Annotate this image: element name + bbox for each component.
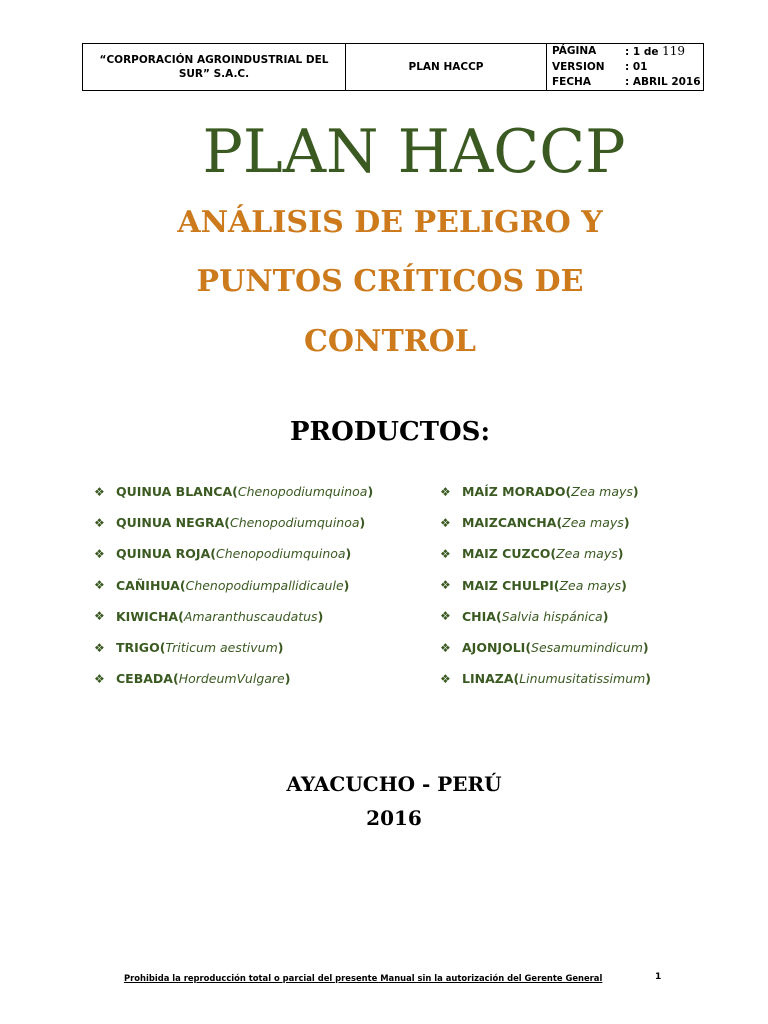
- diamond-bullet-icon: ❖: [440, 546, 451, 561]
- meta-value: : 01: [625, 61, 648, 73]
- product-item: [94, 538, 373, 569]
- meta-value: [625, 44, 685, 60]
- product-item: [440, 570, 651, 601]
- product-item: [94, 601, 373, 632]
- paren-open: (: [556, 515, 563, 531]
- product-name: CAÑIHUA: [116, 577, 180, 593]
- scientific-name: Zea mays: [571, 484, 633, 500]
- footer-page-number: 1: [655, 972, 662, 982]
- products-list-left: [94, 476, 373, 694]
- product-item: [94, 663, 373, 694]
- meta-row-date: [552, 75, 703, 90]
- paren-close: ): [617, 546, 624, 562]
- diamond-bullet-icon: ❖: [94, 671, 105, 686]
- product-item: [440, 632, 651, 663]
- paren-close: ): [645, 671, 652, 687]
- paren-open: (: [178, 608, 184, 624]
- place: AYACUCHO - PERÚ: [286, 772, 502, 796]
- paren-open: (: [159, 640, 166, 656]
- meta-row-page: [552, 44, 703, 60]
- product-name: MAÍZ MORADO: [462, 484, 566, 500]
- scientific-name: Chenopodiumquinoa: [215, 546, 346, 562]
- paren-close: ): [602, 608, 609, 624]
- scientific-name: Amaranthuscaudatus: [183, 608, 318, 624]
- product-item: [440, 476, 651, 507]
- paren-close: ): [632, 484, 639, 500]
- subtitle-line: CONTROL: [304, 324, 476, 359]
- product-name: AJONJOLI: [462, 640, 526, 656]
- product-name: MAIZ CUZCO: [462, 546, 551, 562]
- meta-label: VERSION: [552, 61, 605, 73]
- header-table: [82, 43, 704, 91]
- product-item: [94, 632, 373, 663]
- paren-close: ): [367, 484, 374, 500]
- paren-close: ): [345, 546, 352, 562]
- paren-close: ): [343, 577, 350, 593]
- meta-value: : ABRIL 2016: [625, 76, 701, 88]
- paren-open: (: [179, 577, 186, 593]
- product-name: MAIZCANCHA: [462, 515, 557, 531]
- paren-close: ): [277, 640, 284, 656]
- paren-close: ): [623, 515, 630, 531]
- company-name: “CORPORACIÓN AGROINDUSTRIAL DEL SUR” S.A.C.: [83, 44, 346, 90]
- paren-open: (: [553, 577, 560, 593]
- paren-close: ): [642, 640, 649, 656]
- diamond-bullet-icon: ❖: [94, 546, 105, 561]
- product-name: CEBADA: [116, 671, 173, 687]
- diamond-bullet-icon: ❖: [440, 640, 451, 655]
- product-name: CHIA: [462, 608, 496, 624]
- paren-open: (: [495, 608, 502, 624]
- paren-close: ): [359, 515, 366, 531]
- product-item: [94, 476, 373, 507]
- scientific-name: Triticum aestivum: [165, 640, 278, 656]
- meta-label: PÁGINA: [552, 45, 597, 57]
- diamond-bullet-icon: ❖: [440, 578, 451, 593]
- product-item: [440, 538, 651, 569]
- paren-close: ): [317, 608, 324, 624]
- paren-close: ): [284, 671, 291, 687]
- year: 2016: [366, 806, 422, 830]
- meta-row-version: [552, 60, 703, 75]
- paren-open: (: [525, 640, 532, 656]
- product-item: [440, 663, 651, 694]
- product-name: KIWICHA: [116, 608, 179, 624]
- paren-open: (: [224, 515, 230, 531]
- paren-close: ): [621, 577, 627, 593]
- diamond-bullet-icon: ❖: [440, 515, 451, 530]
- scientific-name: Linumusitatissimum: [519, 671, 646, 687]
- page-total: 119: [662, 44, 686, 58]
- page-current: : 1 de: [625, 46, 663, 58]
- diamond-bullet-icon: ❖: [94, 609, 105, 624]
- paren-open: (: [513, 671, 520, 687]
- diamond-bullet-icon: ❖: [440, 609, 451, 624]
- product-name: QUINUA ROJA: [116, 546, 211, 562]
- scientific-name: Salvia hispánica: [501, 608, 603, 624]
- scientific-name: Chenopodiumpallidicaule: [185, 577, 344, 593]
- subtitle-line: PUNTOS CRÍTICOS DE: [196, 264, 584, 299]
- product-name: QUINUA BLANCA: [116, 484, 233, 500]
- products-list-right: [440, 476, 651, 694]
- document-title: PLAN HACCP: [202, 117, 626, 187]
- scientific-name: HordeumVulgare: [178, 671, 285, 687]
- diamond-bullet-icon: ❖: [440, 484, 451, 499]
- diamond-bullet-icon: ❖: [94, 515, 105, 530]
- diamond-bullet-icon: ❖: [94, 484, 105, 499]
- product-name: LINAZA: [462, 671, 514, 687]
- product-name: QUINUA NEGRA: [116, 515, 225, 531]
- meta-label: FECHA: [552, 76, 591, 88]
- product-name: MAIZ CHULPI: [462, 577, 554, 593]
- paren-open: (: [565, 484, 572, 500]
- scientific-name: Sesamumindicum: [531, 640, 643, 656]
- paren-open: (: [232, 484, 238, 500]
- footer-notice: Prohibida la reproducción total o parcial del presente Manual sin la autorización del Gerente General: [124, 973, 603, 983]
- paren-open: (: [172, 671, 179, 687]
- subtitle-line: ANÁLISIS DE PELIGRO Y: [177, 205, 603, 240]
- document-meta: [547, 44, 703, 90]
- scientific-name: Zea mays: [562, 515, 624, 531]
- paren-open: (: [210, 546, 216, 562]
- product-item: [94, 570, 373, 601]
- scientific-name: Chenopodiumquinoa: [229, 515, 360, 531]
- product-item: [440, 601, 651, 632]
- scientific-name: Chenopodiumquinoa: [237, 484, 368, 500]
- scientific-name: Zea mays: [559, 577, 622, 593]
- paren-open: (: [550, 546, 557, 562]
- product-item: [94, 507, 373, 538]
- product-item: [440, 507, 651, 538]
- diamond-bullet-icon: ❖: [94, 578, 105, 593]
- diamond-bullet-icon: ❖: [440, 671, 451, 686]
- products-heading: PRODUCTOS:: [289, 417, 491, 447]
- product-name: TRIGO: [116, 640, 160, 656]
- diamond-bullet-icon: ❖: [94, 640, 105, 655]
- document-name: PLAN HACCP: [346, 44, 547, 90]
- scientific-name: Zea mays: [556, 546, 618, 562]
